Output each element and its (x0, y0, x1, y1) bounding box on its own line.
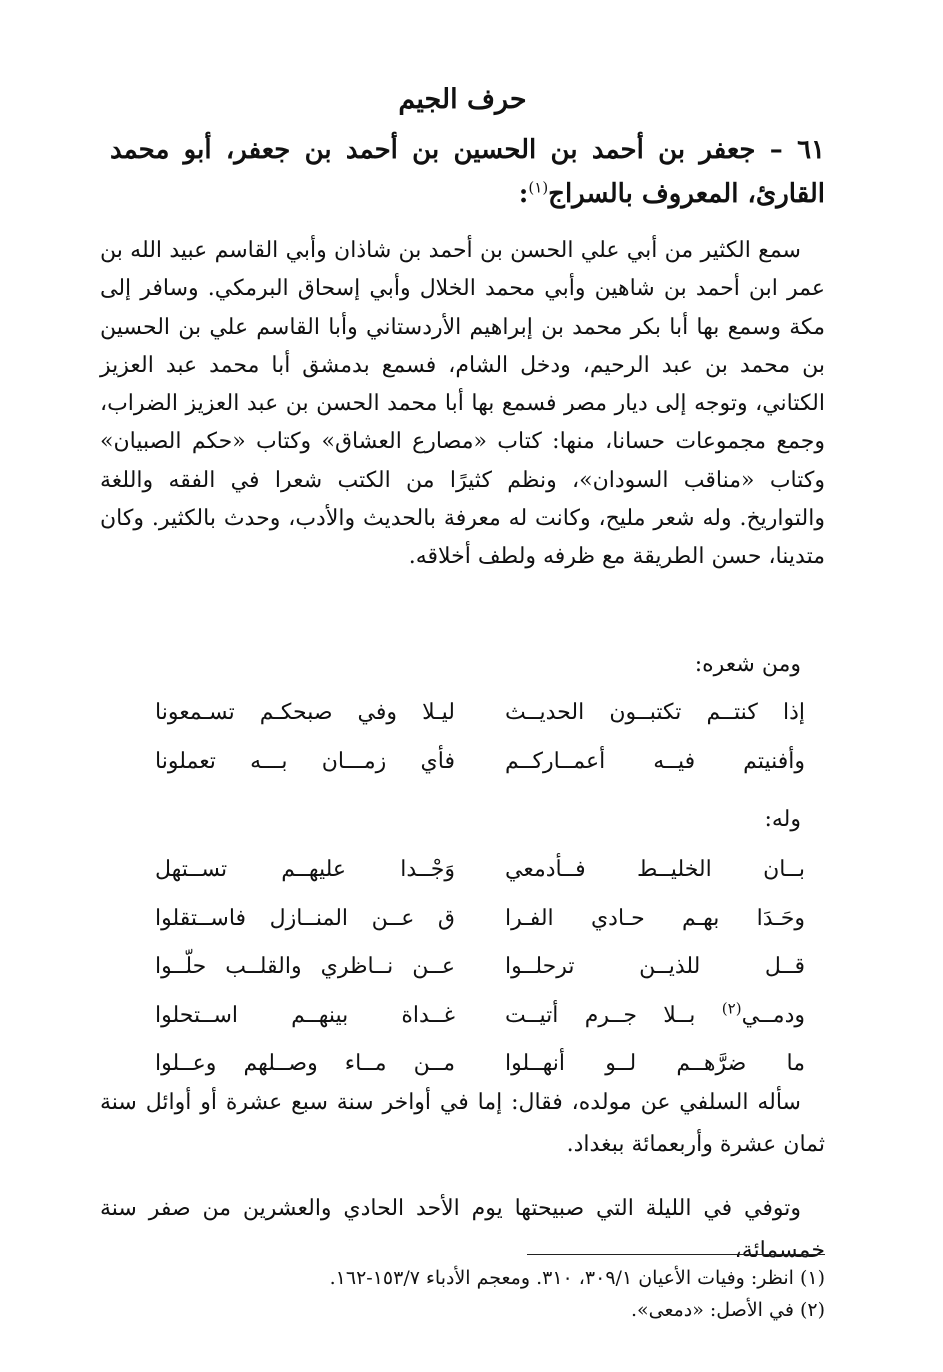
footnote-ref-1: (١) (528, 178, 549, 197)
book-page (100, 0, 825, 1372)
second-hemistich: مــن مــاء وصــلهم وعــلوا (155, 1051, 455, 1076)
verse-line (155, 992, 805, 1041)
first-hemistich: وحَـدَا بهـم حـادي الفـرا (505, 905, 805, 931)
verse-line (155, 689, 805, 738)
entry-title-colon: : (518, 179, 529, 209)
first-hemistich (505, 992, 805, 1041)
second-hemistich: ق عــن المنــازل فاســتقلوا (155, 905, 455, 931)
second-hemistich: عــن نــاظري والقلــب حلّــوا (155, 954, 455, 979)
second-hemistich: فأي زمـــان بـــه تعملونا (155, 748, 455, 774)
second-hemistich: غــداة بينهــم اســتحلوا (155, 1002, 455, 1028)
verse-line (155, 738, 805, 787)
footnotes (100, 1262, 825, 1326)
verse-line (155, 943, 805, 992)
poem2-intro: وله: (764, 807, 801, 832)
entry-title-text: ٦١ – جعفر بن أحمد بن الحسين بن أحمد بن جعفر، أبو محمد القارئ، المعروف بالسراج (110, 135, 825, 209)
first-hemistich: وأفنيتم فيــه أعمــارکــم (505, 748, 805, 774)
hemistich-part: ودمــي (741, 1002, 805, 1028)
footnote-1: (١) انظر: وفيات الأعيان ٣٠٩/١، ٣١٠. ومعجم الأدباء ١٥٣/٧-١٦٢. (329, 1267, 825, 1289)
first-hemistich: ما ضرَّهــم لــو أنهــلوا (505, 1051, 805, 1076)
entry-title (110, 128, 825, 216)
birth-paragraph: سأله السلفي عن مولده، فقال: إما في أواخر سنة سبع عشرة أو أوائل سنة ثمان عشرة وأربعمائة ببغداد. (100, 1090, 825, 1157)
poem1-intro: ومن شعره: (694, 652, 801, 677)
second-hemistich: ليـلا وفي صبحكـم تسـمعونا (155, 700, 455, 725)
second-hemistich: وَجْــدا عليهــم تســتهل (155, 857, 455, 882)
footnote-2: (٢) في الأصل: «دمعى». (630, 1299, 825, 1321)
verse-line (155, 895, 805, 944)
hemistich-part: بــلا جــرم أتيــت (505, 1002, 696, 1028)
chapter-heading: حرف الجيم (398, 84, 527, 115)
footnote-ref-2: (٢) (721, 999, 742, 1018)
footnote-divider (527, 1254, 825, 1255)
first-hemistich: قــل للذيــن ترحلــوا (505, 954, 805, 979)
poem2 (155, 846, 805, 1089)
verse-line (155, 846, 805, 895)
death-paragraph: وتوفي في الليلة التي صبيحتها يوم الأحد الحادي والعشرين من صفر سنة خمسمائة، (100, 1196, 825, 1263)
poem1 (155, 689, 805, 786)
biography-paragraph: سمع الكثير من أبي علي الحسن بن أحمد بن شاذان وأبي القاسم عبيد الله بن عمر ابن أحمد بن شاهين وأبي محمد الخلال وأبي إسحاق البرمكي. وسافر إلى مكة وسمع بها أبا بكر محمد بن إبراهيم الأردستاني وأبا القاسم علي بن الحسين بن محمد بن عبد الرحيم، ودخل الشام، فسمع بدمشق أبا محمد عبد العزيز الكتاني، وتوجه إلى ديار مصر فسمع بها أبا محمد الحسن بن عبد العزيز الضراب، وجمع مجموعات حسانا، منها: كتاب «مصارع العشاق» وكتاب «حكم الصبيان» وكتاب «مناقب السودان»، ونظم كثيرًا من الكتب شعرا في الفقه واللغة والتواريخ. وله شعر مليح، وكانت له معرفة بالحديث والأدب، وحدث بالكثير. وكان متدينا، حسن الطريقة مع ظرفه ولطف أخلاقه. (100, 238, 825, 570)
first-hemistich: إذا كنتــم تكتبــون الحديــث (505, 700, 805, 725)
first-hemistich: بــان الخليــط فــأدمعي (505, 857, 805, 882)
